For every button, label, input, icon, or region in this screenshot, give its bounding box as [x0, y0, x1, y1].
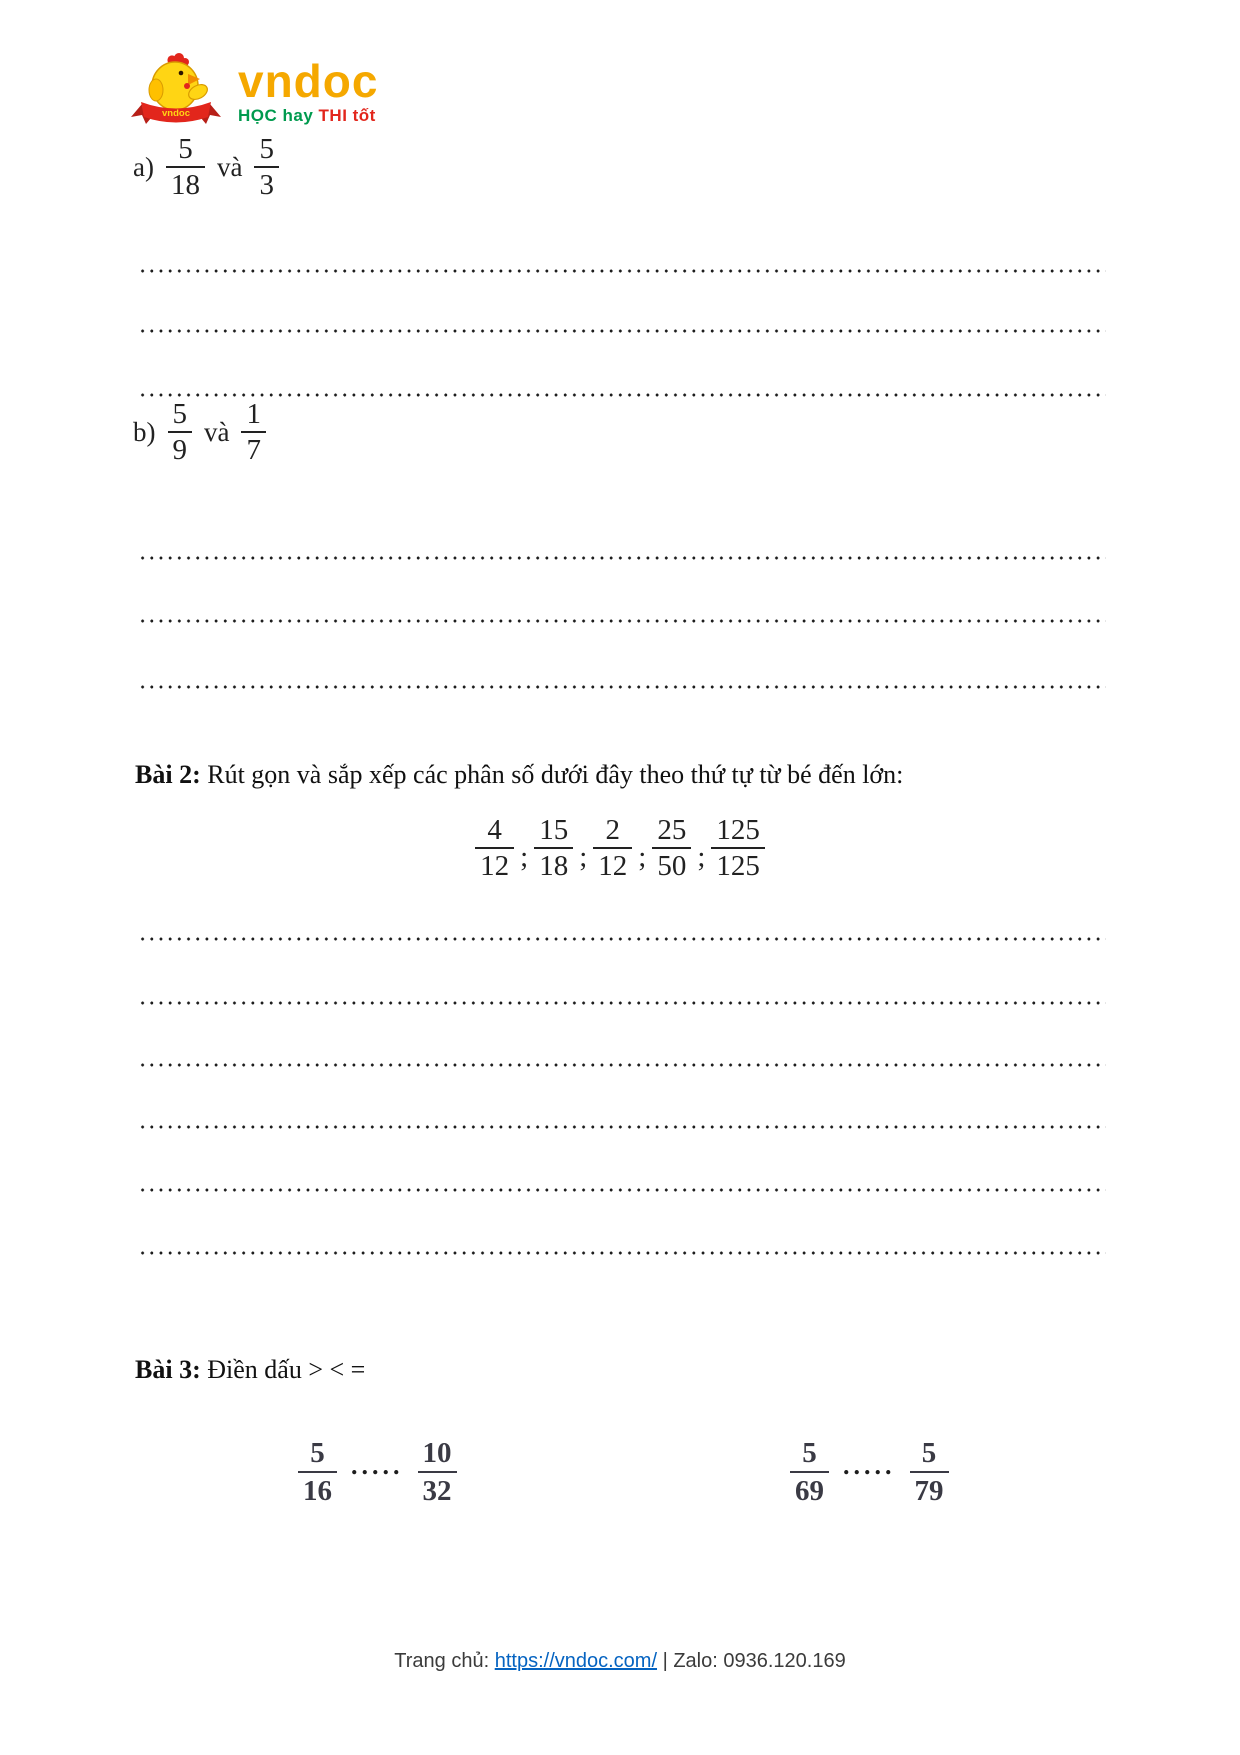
- chicken-eye: [179, 71, 184, 76]
- fraction-separator: ;: [520, 840, 529, 873]
- answer-line: [138, 328, 1106, 334]
- answer-line: [138, 936, 1106, 942]
- fraction: [298, 1436, 337, 1508]
- answer-line: [138, 268, 1106, 274]
- fraction-denominator: 18: [166, 166, 205, 201]
- exercise3-title: [135, 1355, 365, 1385]
- answer-line: [138, 618, 1106, 624]
- fraction-numerator: 5: [178, 133, 193, 165]
- fraction-numerator: 2: [605, 814, 620, 846]
- logo-tagline: [238, 107, 378, 124]
- exercise1-item-b: [133, 398, 266, 467]
- answer-line: [138, 555, 1106, 561]
- fraction-numerator: 1: [246, 398, 261, 430]
- fraction-numerator: 5: [259, 133, 274, 165]
- fraction-denominator: 79: [910, 1471, 949, 1508]
- fraction-numerator: 5: [310, 1437, 325, 1469]
- answer-line: [138, 684, 1106, 690]
- fraction-denominator: 32: [418, 1471, 457, 1508]
- comparison-item-2: [790, 1436, 949, 1508]
- fraction-numerator: 10: [422, 1437, 452, 1469]
- connector-text: và: [216, 151, 243, 182]
- fraction: [534, 814, 573, 883]
- exercise2-title-text: Rút gọn và sắp xếp các phân số dưới đây theo thứ tự từ bé đến lớn:: [200, 760, 904, 789]
- fraction-separator: ;: [579, 840, 588, 873]
- fraction-separator: ;: [697, 840, 706, 873]
- fraction-numerator: 125: [716, 814, 760, 846]
- fraction-denominator: 50: [652, 847, 691, 882]
- fraction-separator: ;: [638, 840, 647, 873]
- fraction: [910, 1436, 949, 1508]
- chicken-wing: [149, 79, 163, 101]
- answer-line: [138, 1000, 1106, 1006]
- ribbon-banner-text: vndoc: [162, 108, 190, 119]
- fraction-numerator: 5: [802, 1437, 817, 1469]
- tagline-green: HỌC hay: [238, 106, 314, 125]
- fraction-denominator: 125: [711, 847, 765, 882]
- exercise1-item-a: [133, 133, 279, 202]
- answer-line: [138, 392, 1106, 398]
- page-footer: [0, 1650, 1240, 1673]
- fill-in-blank-dots: .....: [351, 1451, 404, 1481]
- fraction: [418, 1436, 457, 1508]
- fraction-numerator: 5: [172, 398, 187, 430]
- answer-line: [138, 1187, 1106, 1193]
- footer-prefix: Trang chủ:: [394, 1650, 495, 1672]
- fraction-denominator: 7: [241, 431, 266, 466]
- fraction-denominator: 18: [534, 847, 573, 882]
- fraction: [168, 398, 193, 467]
- exercise3-title-number: Bài 3:: [135, 1355, 201, 1384]
- fraction: [790, 1436, 829, 1508]
- chicken-wattle: [184, 83, 190, 89]
- fraction: [166, 133, 205, 202]
- fraction-denominator: 12: [593, 847, 632, 882]
- fill-in-blank-dots: .....: [843, 1451, 896, 1481]
- chicken-mascot-icon: [126, 52, 226, 128]
- fraction: [593, 814, 632, 883]
- footer-separator: |: [657, 1650, 674, 1672]
- exercise2-fraction-row: [0, 814, 1240, 883]
- tagline-red: THI tốt: [318, 106, 376, 125]
- fraction: [475, 814, 514, 883]
- item-label: b): [133, 416, 156, 447]
- exercise3-title-text: Điền dấu > < =: [200, 1355, 366, 1384]
- connector-text: và: [204, 416, 230, 447]
- brand-wordmark: vndoc: [238, 55, 379, 107]
- exercise2-title-number: Bài 2:: [135, 760, 201, 789]
- fraction-denominator: 69: [790, 1471, 829, 1508]
- logo-text: [238, 55, 379, 125]
- fraction: [652, 814, 691, 883]
- fraction-denominator: 9: [168, 431, 193, 466]
- fraction-numerator: 4: [487, 814, 502, 846]
- answer-line: [138, 1250, 1106, 1256]
- fraction-denominator: 16: [298, 1471, 337, 1508]
- exercise2-title: [135, 760, 903, 790]
- item-label: a): [133, 151, 154, 182]
- homepage-link[interactable]: https://vndoc.com/: [494, 1650, 658, 1672]
- vndoc-logo: [126, 52, 378, 128]
- fraction-numerator: 5: [921, 1437, 937, 1469]
- comparison-item-1: [298, 1436, 457, 1508]
- answer-line: [138, 1124, 1106, 1130]
- fraction-numerator: 25: [657, 814, 687, 846]
- fraction: [241, 398, 266, 467]
- fraction-denominator: 12: [475, 847, 514, 882]
- fraction-numerator: 15: [539, 814, 569, 846]
- answer-line: [138, 1062, 1106, 1068]
- fraction: [711, 814, 765, 883]
- footer-zalo: Zalo: 0936.120.169: [673, 1650, 846, 1672]
- fraction: [254, 133, 279, 202]
- fraction-denominator: 3: [254, 166, 279, 201]
